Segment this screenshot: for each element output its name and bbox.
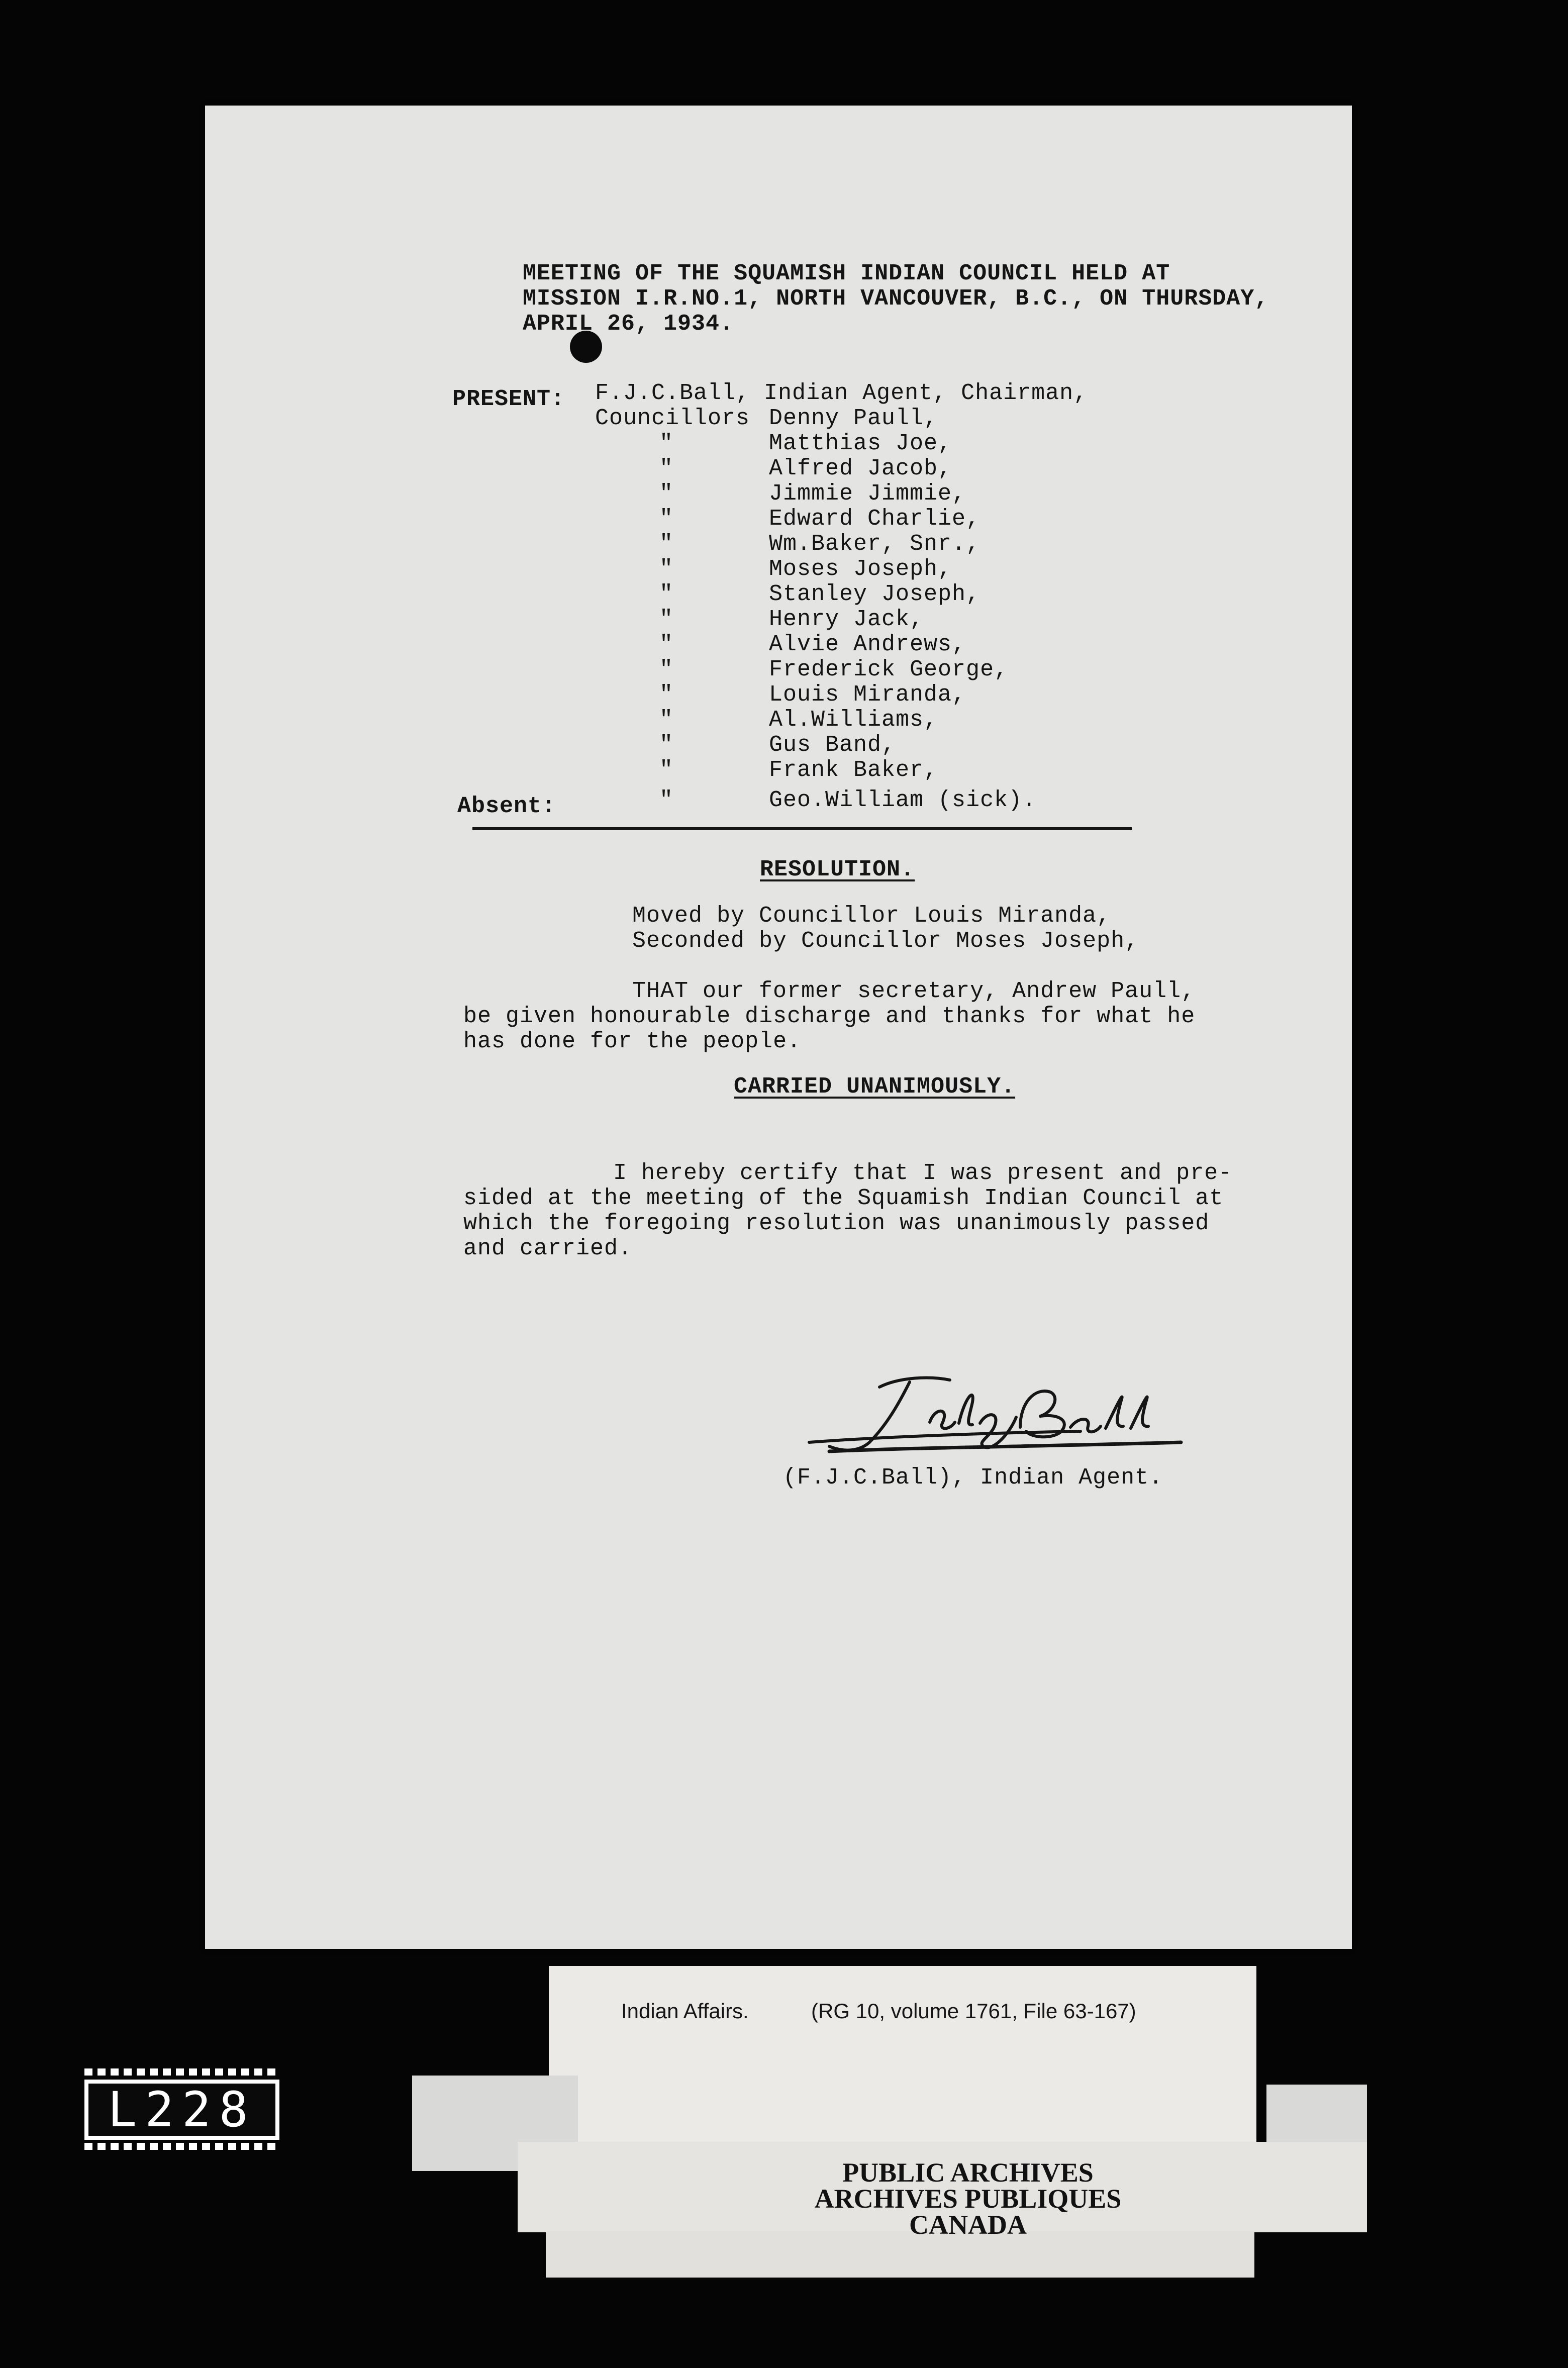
ditto-mark: " [659, 757, 674, 783]
resolution-text-line-1: THAT our former secretary, Andrew Paull, [632, 978, 1196, 1004]
councillor-name: Denny Paull, [769, 406, 938, 431]
resolution-text-line-2: be given honourable discharge and thanks for what he [463, 1004, 1196, 1029]
source-reference: (RG 10, volume 1761, File 63-167) [811, 1999, 1136, 2023]
councillor-name: Wm.Baker, Snr., [769, 531, 981, 557]
councillor-name: Henry Jack, [769, 607, 924, 632]
meeting-heading-line-2: MISSION I.R.NO.1, NORTH VANCOUVER, B.C., ON THURSDAY, [523, 286, 1269, 312]
councillor-name: Gus Band, [769, 732, 896, 758]
resolution-text-line-3: has done for the people. [463, 1029, 802, 1054]
seconded-by: Seconded by Councillor Moses Joseph, [632, 928, 1139, 954]
stamp-line-1: PUBLIC ARCHIVES [842, 2157, 1094, 2188]
ditto-mark: " [659, 632, 674, 657]
councillor-name: Matthias Joe, [769, 431, 952, 456]
stamp-line-2: ARCHIVES PUBLIQUES [814, 2184, 1122, 2214]
signatory-line: (F.J.C.Ball), Indian Agent. [783, 1465, 1163, 1491]
ditto-mark: " [659, 787, 674, 813]
ditto-mark: " [659, 707, 674, 733]
ditto-mark: " [659, 732, 674, 758]
carried-unanimously: CARRIED UNANIMOUSLY. [734, 1074, 1016, 1100]
ditto-mark: " [659, 581, 674, 607]
frame-number: L228 [88, 2084, 275, 2136]
ditto-mark: " [659, 682, 674, 708]
councillor-name: Frank Baker, [769, 757, 938, 783]
ditto-mark: " [659, 456, 674, 481]
absent-label: Absent: [457, 794, 556, 819]
film-frame-counter [84, 2080, 279, 2140]
certification-line-2: sided at the meeting of the Squamish Indian Council at [463, 1186, 1224, 1211]
councillor-name: Alvie Andrews, [769, 632, 966, 657]
chairman-line: F.J.C.Ball, Indian Agent, Chairman, [595, 380, 1088, 406]
absent-name: Geo.William (sick). [769, 787, 1037, 813]
resolution-title: RESOLUTION. [760, 857, 915, 882]
ditto-mark: " [659, 531, 674, 557]
councillor-name: Moses Joseph, [769, 556, 952, 582]
councillor-name: Stanley Joseph, [769, 581, 981, 607]
source-department: Indian Affairs. [621, 1999, 749, 2023]
councillor-name: Edward Charlie, [769, 506, 981, 532]
source-reference-card [549, 1966, 1256, 2157]
ditto-mark: " [659, 481, 674, 507]
meeting-heading-line-3: APRIL 26, 1934. [523, 311, 734, 337]
handwritten-signature [799, 1367, 1191, 1462]
ditto-mark: " [659, 657, 674, 682]
ditto-mark: " [659, 431, 674, 456]
moved-by: Moved by Councillor Louis Miranda, [632, 903, 1111, 929]
councillor-name: Alfred Jacob, [769, 456, 952, 481]
certification-line-3: which the foregoing resolution was unanimously passed [463, 1211, 1210, 1236]
meeting-heading-line-1: MEETING OF THE SQUAMISH INDIAN COUNCIL HELD AT [523, 261, 1170, 286]
certification-line-4: and carried. [463, 1236, 633, 1261]
film-sprocket-bottom [84, 2143, 279, 2150]
film-sprocket-top [84, 2068, 279, 2076]
councillors-label: Councillors [595, 406, 750, 431]
certification-line-1: I hereby certify that I was present and pre- [613, 1160, 1233, 1186]
ditto-mark: " [659, 506, 674, 532]
ditto-mark: " [659, 607, 674, 632]
councillor-name: Jimmie Jimmie, [769, 481, 966, 507]
councillor-name: Al.Williams, [769, 707, 938, 733]
present-label: PRESENT: [452, 386, 565, 412]
stamp-line-3: CANADA [909, 2210, 1027, 2240]
ditto-mark: " [659, 556, 674, 582]
councillor-name: Frederick George, [769, 657, 1009, 682]
separator-rule [472, 827, 1132, 830]
councillor-name: Louis Miranda, [769, 682, 966, 708]
